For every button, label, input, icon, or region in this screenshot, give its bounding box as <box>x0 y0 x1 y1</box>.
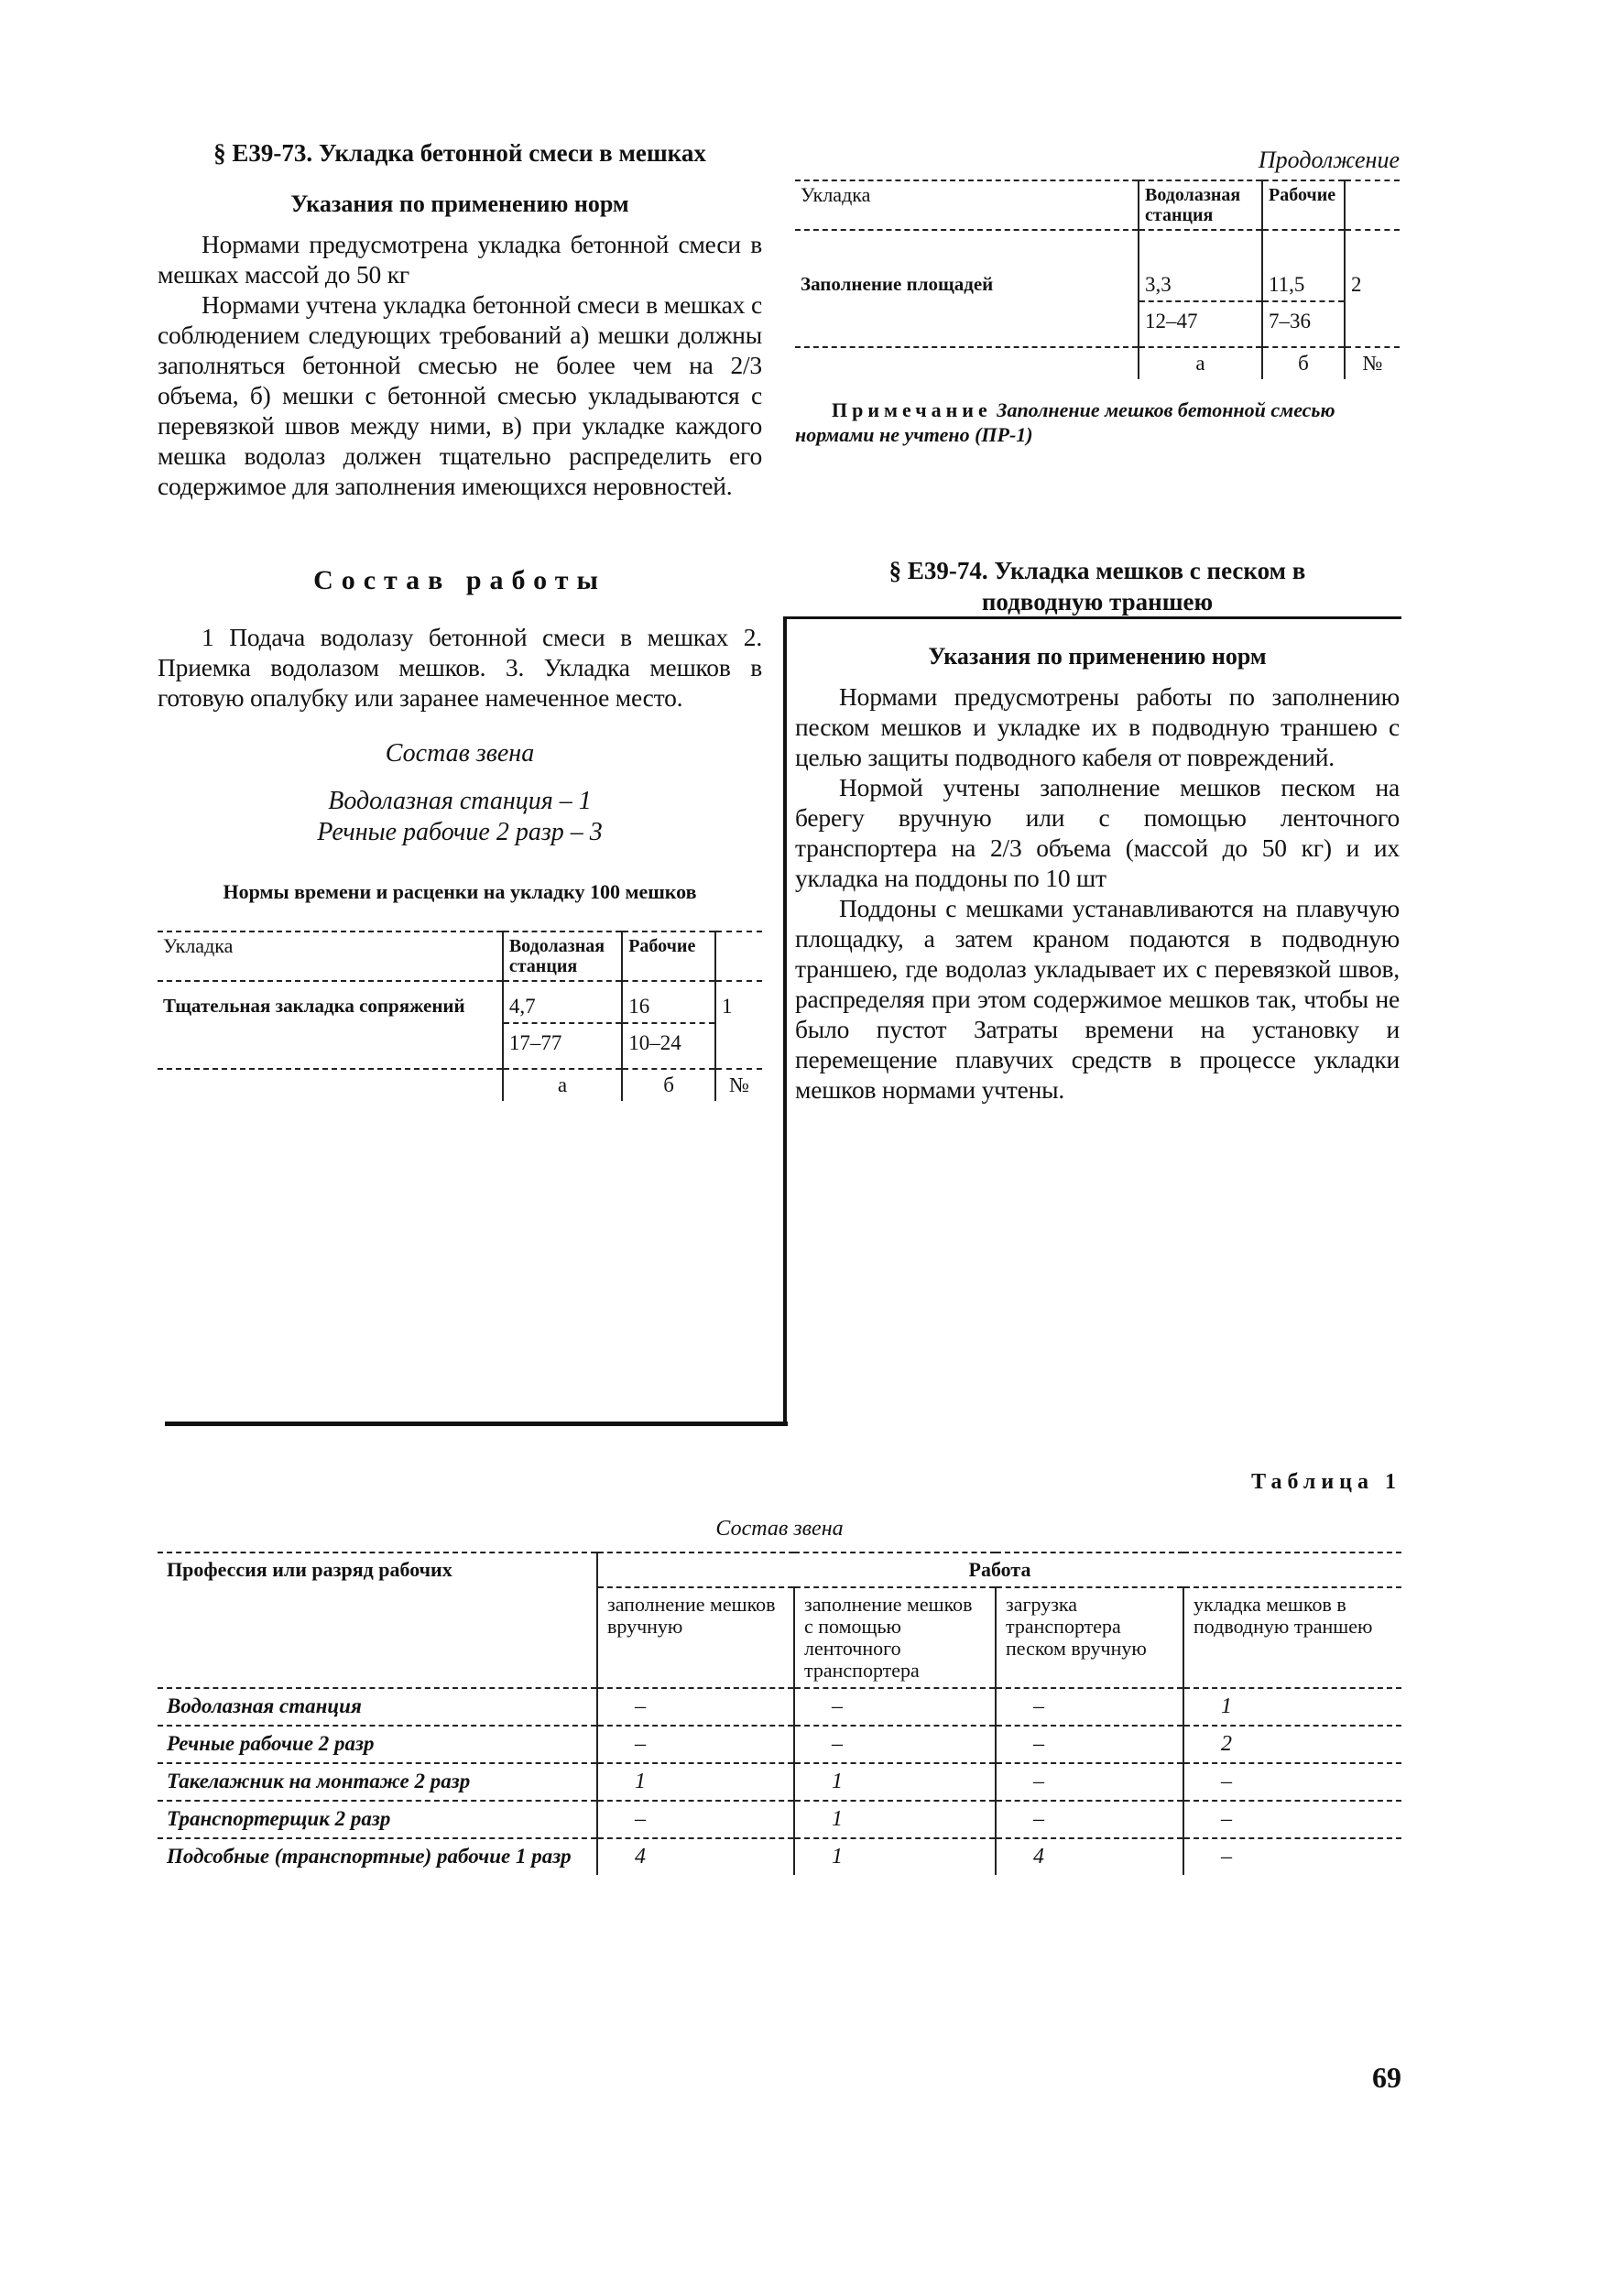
empty-cell <box>795 347 1139 379</box>
diver-norm: 4,7 <box>503 981 622 1023</box>
section-title-e39-73: § Е39-73. Укладка бетонной смеси в мешках <box>213 139 706 167</box>
workers-rate: 7–36 <box>1262 301 1345 347</box>
cell-value: – <box>597 1801 794 1838</box>
table-row <box>158 1763 1401 1801</box>
norms-table <box>158 931 762 1101</box>
row-label: Водолазная станция <box>158 1688 597 1726</box>
cell-value: 1 <box>794 1801 996 1838</box>
empty-cell <box>715 1023 762 1069</box>
subheader-cell: заполнение мешков вручную <box>597 1587 794 1688</box>
cell-value: 4 <box>996 1838 1183 1875</box>
norms-table-continued <box>795 180 1400 379</box>
paragraph: Нормами учтена укладка бетонной смеси в мешках с соблюдением следующих требований а) мешки должны заполняться бетонной смесью не более чем на 2/3 объема, б) мешки с бетонной смесью укладываются с перевязкой швов между ними, в) при укладке каждого мешка водолаз должен тщательно распределить его содержимое для заполнения имеющихся неровностей. <box>158 290 762 500</box>
work-composition-title: Состав работы <box>313 565 606 595</box>
continuation-label: Продолжение <box>1258 147 1400 173</box>
header-cell: Рабочие <box>622 932 715 981</box>
header-cell: Рабочие <box>1262 180 1345 230</box>
cell-value: 1 <box>597 1763 794 1801</box>
header-cell <box>715 932 762 981</box>
section-title-e39-74: § Е39-74. Укладка мешков с песком в подводную траншею <box>888 557 1306 616</box>
table-footer-row <box>158 1069 762 1101</box>
cell-value: 1 <box>794 1838 996 1875</box>
header-work: Работа <box>597 1552 1401 1587</box>
table-note <box>795 398 1400 447</box>
table-row <box>158 1726 1401 1763</box>
cell-value: – <box>597 1688 794 1726</box>
crew-composition-table <box>158 1552 1401 1875</box>
paragraph: Нормами предусмотрены работы по заполнению песком мешков и укладке их в подводную траншею с целью защиты подводного кабеля от повреждений. <box>795 682 1400 771</box>
frame-vertical-line <box>783 619 787 1426</box>
table-header-row <box>158 932 762 981</box>
table-row <box>158 1838 1401 1875</box>
table-row <box>158 1801 1401 1838</box>
paragraph: Нормой учтены заполнение мешков песком на берегу вручную или с помощью ленточного транспортера на 2/3 объема (массой до 50 кг) и их укладка на поддоны по 10 шт <box>795 773 1400 892</box>
header-cell: Укладка <box>795 180 1139 230</box>
cell-value: – <box>794 1726 996 1763</box>
row-label: Подсобные (транспортные) рабочие 1 разр <box>158 1838 597 1875</box>
workers-norm: 16 <box>622 981 715 1023</box>
paragraph: Нормами предусмотрена укладка бетонной смеси в мешках массой до 50 кг <box>158 230 762 289</box>
footer-n: № <box>715 1069 762 1101</box>
header-cell <box>1345 180 1400 230</box>
crew-title: Состав звена <box>715 1517 844 1541</box>
table-footer-row <box>795 347 1400 379</box>
subheader-cell: укладка мешков в подводную траншею <box>1183 1587 1401 1688</box>
note-label: Примечание <box>832 398 992 421</box>
footer-b: б <box>622 1069 715 1101</box>
row-label: Речные рабочие 2 разр <box>158 1726 597 1763</box>
diver-rate: 12–47 <box>1139 301 1262 347</box>
cell-value: – <box>794 1688 996 1726</box>
cell-value: – <box>1183 1838 1401 1875</box>
footer-a: а <box>503 1069 622 1101</box>
table-row <box>158 1688 1401 1726</box>
workers-rate: 10–24 <box>622 1023 715 1069</box>
cell-value: 4 <box>597 1838 794 1875</box>
guidelines-title: Указания по применению норм <box>290 191 629 217</box>
header-cell: Водолазная станция <box>1139 180 1262 230</box>
crew-line: Речные рабочие 2 разр – 3 <box>317 818 603 846</box>
header-cell: Укладка <box>158 932 503 981</box>
row-label: Заполнение площадей <box>795 230 1139 347</box>
empty-cell <box>1345 301 1400 347</box>
empty-cell <box>158 1069 503 1101</box>
cell-value: – <box>996 1801 1183 1838</box>
paragraph: Поддоны с мешками устанавливаются на плавучую площадку, а затем краном подаются в подводную траншею, где водолаз укладывает их с перевязкой швов, распределяя при этом содержимое мешков так, чтобы не было пустот Затраты времени на установку и перемещение плавучих средств в процессе укладки мешков нормами учтены. <box>795 894 1400 1104</box>
guidelines-title: Указания по применению норм <box>928 643 1267 670</box>
table-number: Таблица 1 <box>1251 1470 1401 1494</box>
footer-n: № <box>1345 347 1400 379</box>
cell-value: – <box>996 1688 1183 1726</box>
header-profession: Профессия или разряд рабочих <box>158 1552 597 1688</box>
right-column <box>795 147 1400 1105</box>
diver-norm: 3,3 <box>1139 230 1262 301</box>
page-number: 69 <box>1372 2061 1401 2094</box>
frame-bottom-line <box>165 1422 788 1426</box>
cell-value: – <box>996 1763 1183 1801</box>
cell-value: – <box>1183 1763 1401 1801</box>
subheader-cell: заполнение мешков с помощью ленточного транспортера <box>794 1587 996 1688</box>
workers-norm: 11,5 <box>1262 230 1345 301</box>
crew-title: Состав звена <box>385 739 535 768</box>
header-cell: Водолазная станция <box>503 932 622 981</box>
footer-a: а <box>1139 347 1262 379</box>
subheader-cell: загрузка транспортера песком вручную <box>996 1587 1183 1688</box>
crew-line: Водолазная станция – 1 <box>328 787 592 815</box>
cell-value: 1 <box>794 1763 996 1801</box>
row-label: Транспортерщик 2 разр <box>158 1801 597 1838</box>
row-label: Тщательная закладка сопряжений <box>158 981 503 1069</box>
norms-title: Нормы времени и расценки на укладку 100 мешков <box>223 880 697 903</box>
cell-value: – <box>597 1726 794 1763</box>
row-number: 2 <box>1345 230 1400 301</box>
cell-value: – <box>996 1726 1183 1763</box>
table-row <box>795 230 1400 301</box>
row-number: 1 <box>715 981 762 1023</box>
work-composition-text: 1 Подача водолазу бетонной смеси в мешках 2. Приемка водолазом мешков. 3. Укладка мешков в готовую опалубку или заранее намеченное место. <box>158 623 762 712</box>
left-column <box>158 137 762 1101</box>
cell-value: 2 <box>1183 1726 1401 1763</box>
row-label: Такелажник на монтаже 2 разр <box>158 1763 597 1801</box>
footer-b: б <box>1262 347 1345 379</box>
cell-value: – <box>1183 1801 1401 1838</box>
table-1-section <box>158 1470 1401 1875</box>
table-header-row <box>158 1552 1401 1587</box>
table-row <box>158 981 762 1023</box>
table-header-row <box>795 180 1400 230</box>
diver-rate: 17–77 <box>503 1023 622 1069</box>
note-text: Заполнение мешков бетонной смесью нормами не учтено (ПР-1) <box>795 398 1335 446</box>
cell-value: 1 <box>1183 1688 1401 1726</box>
